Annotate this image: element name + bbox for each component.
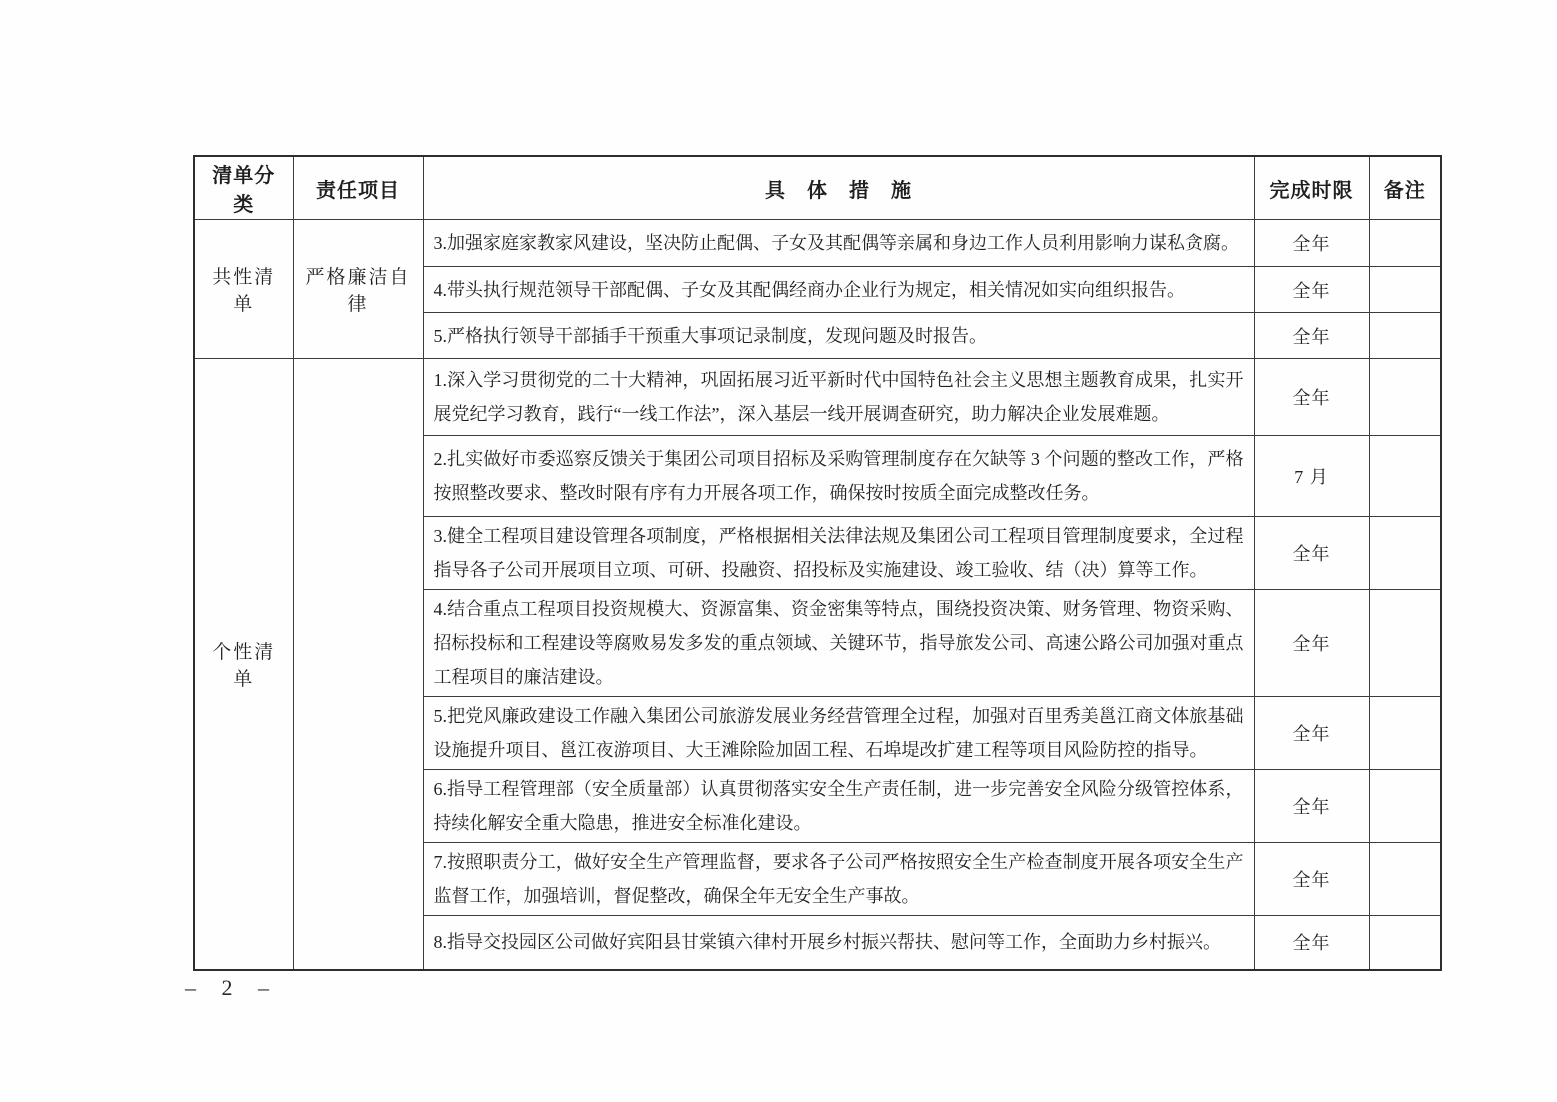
- deadline-cell: 全年: [1254, 220, 1369, 267]
- measure-cell: 2.扎实做好市委巡察反馈关于集团公司项目招标及采购管理制度存在欠缺等 3 个问题的整改工作，严格按照整改要求、整改时限有序有力开展各项工作，确保按时按质全面完成整改任务。: [423, 436, 1254, 517]
- remark-cell: [1369, 770, 1441, 843]
- table-header-row: [194, 156, 1441, 220]
- remark-cell: [1369, 843, 1441, 916]
- measure-cell: 4.结合重点工程项目投资规模大、资源富集、资金密集等特点，围绕投资决策、财务管理、物资采购、招标投标和工程建设等腐败易发多发的重点领域、关键环节，指导旅发公司、高速公路公司加强对重点工程项目的廉洁建设。: [423, 590, 1254, 697]
- remark-cell: [1369, 313, 1441, 359]
- deadline-cell: 全年: [1254, 359, 1369, 436]
- header-deadline: 完成时限: [1254, 156, 1369, 220]
- table-row: [194, 359, 1441, 436]
- measure-cell: 5.严格执行领导干部插手干预重大事项记录制度，发现问题及时报告。: [423, 313, 1254, 359]
- deadline-cell: 全年: [1254, 770, 1369, 843]
- table-row: [194, 220, 1441, 267]
- remark-cell: [1369, 517, 1441, 590]
- responsibility-list-table: [193, 155, 1442, 971]
- header-measures: 具 体 措 施: [423, 156, 1254, 220]
- measure-cell: 3.健全工程项目建设管理各项制度，严格根据相关法律法规及集团公司工程项目管理制度要求，全过程指导各子公司开展项目立项、可研、投融资、招投标及实施建设、竣工验收、结（决）算等工作。: [423, 517, 1254, 590]
- project-cell-common: 严格廉洁自律: [293, 220, 423, 359]
- page-number: – 2 –: [185, 975, 279, 1000]
- deadline-cell: 全年: [1254, 843, 1369, 916]
- remark-cell: [1369, 267, 1441, 313]
- measure-cell: 8.指导交投园区公司做好宾阳县甘棠镇六律村开展乡村振兴帮扶、慰问等工作，全面助力乡村振兴。: [423, 916, 1254, 970]
- remark-cell: [1369, 590, 1441, 697]
- category-cell-individual: 个性清单: [194, 359, 293, 970]
- remark-cell: [1369, 697, 1441, 770]
- measure-cell: 7.按照职责分工，做好安全生产管理监督，要求各子公司严格按照安全生产检查制度开展各项安全生产监督工作，加强培训，督促整改，确保全年无安全生产事故。: [423, 843, 1254, 916]
- deadline-cell: 全年: [1254, 517, 1369, 590]
- deadline-cell: 全年: [1254, 916, 1369, 970]
- measure-cell: 6.指导工程管理部（安全质量部）认真贯彻落实安全生产责任制，进一步完善安全风险分级管控体系，持续化解安全重大隐患，推进安全标准化建设。: [423, 770, 1254, 843]
- measure-cell: 1.深入学习贯彻党的二十大精神，巩固拓展习近平新时代中国特色社会主义思想主题教育成果，扎实开展党纪学习教育，践行“一线工作法”，深入基层一线开展调查研究，助力解决企业发展难题。: [423, 359, 1254, 436]
- measure-cell: 4.带头执行规范领导干部配偶、子女及其配偶经商办企业行为规定，相关情况如实向组织报告。: [423, 267, 1254, 313]
- remark-cell: [1369, 916, 1441, 970]
- deadline-cell: 7 月: [1254, 436, 1369, 517]
- deadline-cell: 全年: [1254, 590, 1369, 697]
- measure-cell: 3.加强家庭家教家风建设，坚决防止配偶、子女及其配偶等亲属和身边工作人员利用影响力谋私贪腐。: [423, 220, 1254, 267]
- deadline-cell: 全年: [1254, 267, 1369, 313]
- deadline-cell: 全年: [1254, 697, 1369, 770]
- header-category: 清单分类: [194, 156, 293, 220]
- measure-cell: 5.把党风廉政建设工作融入集团公司旅游发展业务经营管理全过程，加强对百里秀美邕江商文体旅基础设施提升项目、邕江夜游项目、大王滩除险加固工程、石埠堤改扩建工程等项目风险防控的指导。: [423, 697, 1254, 770]
- remark-cell: [1369, 220, 1441, 267]
- deadline-cell: 全年: [1254, 313, 1369, 359]
- header-remark: 备注: [1369, 156, 1441, 220]
- remark-cell: [1369, 436, 1441, 517]
- remark-cell: [1369, 359, 1441, 436]
- category-cell-common: 共性清单: [194, 220, 293, 359]
- header-project: 责任项目: [293, 156, 423, 220]
- project-cell-individual: [293, 359, 423, 970]
